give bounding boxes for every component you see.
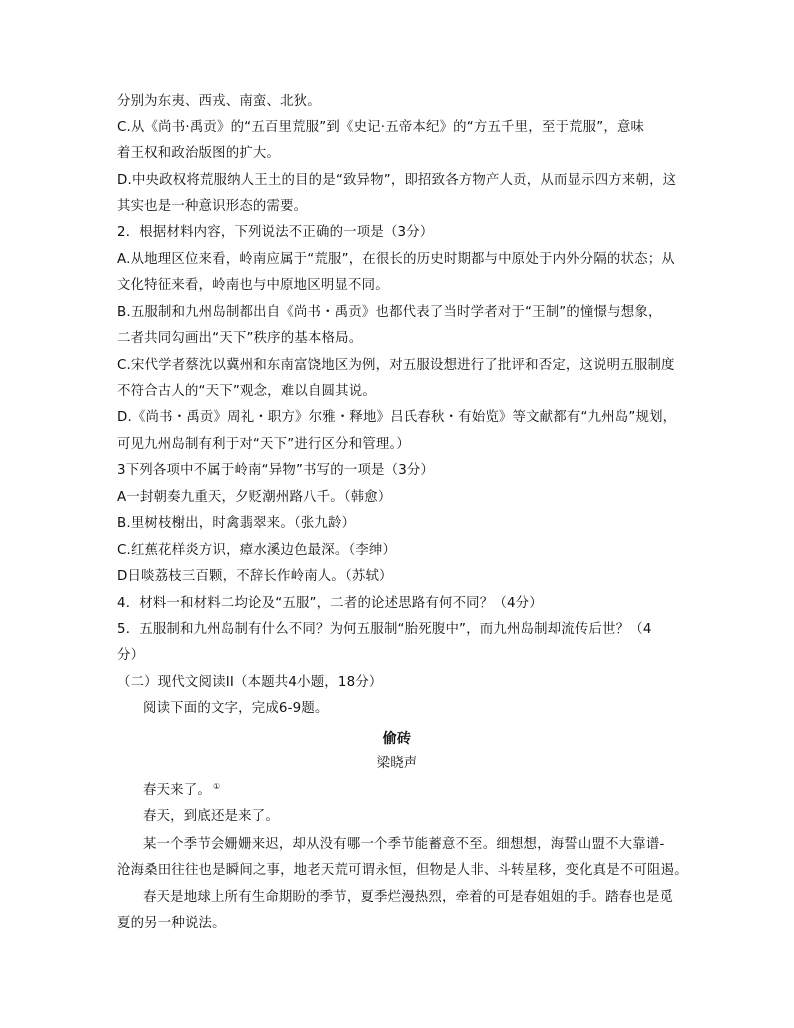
- option-a-line: A一封朝奏九重天，夕贬潮州路八千。（韩愈）: [117, 490, 392, 505]
- question-3: 3下列各项中不属于岭南“异物”书写的一项是（3分）: [117, 463, 435, 478]
- footnote-marker: ①: [212, 781, 221, 791]
- essay-paragraph: [143, 782, 220, 800]
- reading-instruction: 阅读下面的文字，完成6-9题。: [143, 701, 329, 716]
- essay-paragraph-cont: 夏的另一种说法。: [117, 916, 226, 931]
- option-d-line: D日啖荔枝三百颗，不辞长作岭南人。（苏轼）: [117, 569, 393, 584]
- text-line: 二者共同勾画出“天下”秩序的基本格局。: [117, 331, 363, 346]
- section-heading: （二）现代文阅读II（本题共4小题，18分）: [117, 675, 383, 690]
- text-line: 文化特征来看，岭南也与中原地区明显不同。: [117, 278, 389, 293]
- option-c-line: C.宋代学者蔡沈以冀州和东南富饶地区为例，对五服设想进行了批评和否定，这说明五服制度: [117, 358, 675, 373]
- text-line: 不符合古人的“天下”观念，难以自圆其说。: [117, 384, 376, 399]
- option-b-line: B.五服制和九州岛制都出自《尚书・禹贡》也都代表了当时学者对于“王制”的憧憬与想象，: [117, 305, 662, 320]
- option-c-line: C.红蕉花样炎方识，瘴水溪边色最深。（李绅）: [117, 543, 397, 558]
- essay-paragraph: 春天是地球上所有生命期盼的季节，夏季烂漫热烈，牵着的可是春姐姐的手。踏春也是觅: [143, 890, 674, 905]
- essay-paragraph: 某一个季节会姗姗来迟，却从没有哪一个季节能蓄意不至。细想想，海誓山盟不大靠谱-: [143, 837, 665, 852]
- question-4: 4．材料一和材料二均论及“五服”，二者的论述思路有何不同？（4分）: [117, 596, 543, 611]
- essay-author: 梁晓声: [376, 756, 418, 771]
- option-a-line: A.从地理区位来看，岭南应属于“荒服”，在很长的历史时期都与中原处于内外分隔的状态；从: [117, 252, 675, 267]
- text-line: 分别为东夷、西戎、南蛮、北狄。: [117, 94, 321, 109]
- question-2: 2．根据材料内容，下列说法不正确的一项是（3分）: [117, 225, 434, 240]
- option-b-line: B.里树枝榭出，时禽翡翠来。（张九龄）: [117, 516, 356, 531]
- essay-first-line: 春天来了。: [143, 783, 211, 798]
- question-5: 5．五服制和九州岛制有什么不同？为何五服制“胎死腹中”，而九州岛制却流传后世？（4: [117, 622, 652, 637]
- essay-title: 偷砖: [382, 731, 412, 747]
- essay-paragraph-cont: 沧海桑田往往也是瞬间之事，地老天荒可谓永恒，但物是人非、斗转星移，变化真是不可阻遏。: [117, 863, 688, 878]
- essay-paragraph: 春天，到底还是来了。: [143, 809, 279, 824]
- option-d-line: D.《尚书・禹贡》周礼・职方》尔雅・释地》吕氏春秋・有始览》等文献都有“九州岛”规划，: [117, 410, 677, 425]
- text-line: 可见九州岛制有利于对“天下”进行区分和管理。）: [117, 437, 410, 452]
- option-d-line: D.中央政权将荒服纳人王土的目的是“致异物”，即招致各方物产人贡，从而显示四方来朝，这: [117, 173, 677, 188]
- text-line: 着王权和政治版图的扩大。: [117, 146, 281, 161]
- text-line: 其实也是一种意识形态的需要。: [117, 199, 308, 214]
- text-line: 分）: [117, 648, 145, 663]
- option-c-line: C.从《尚书·禹贡》的“五百里荒服”到《史记·五帝本纪》的“方五千里，至于荒服”，意味: [117, 120, 645, 135]
